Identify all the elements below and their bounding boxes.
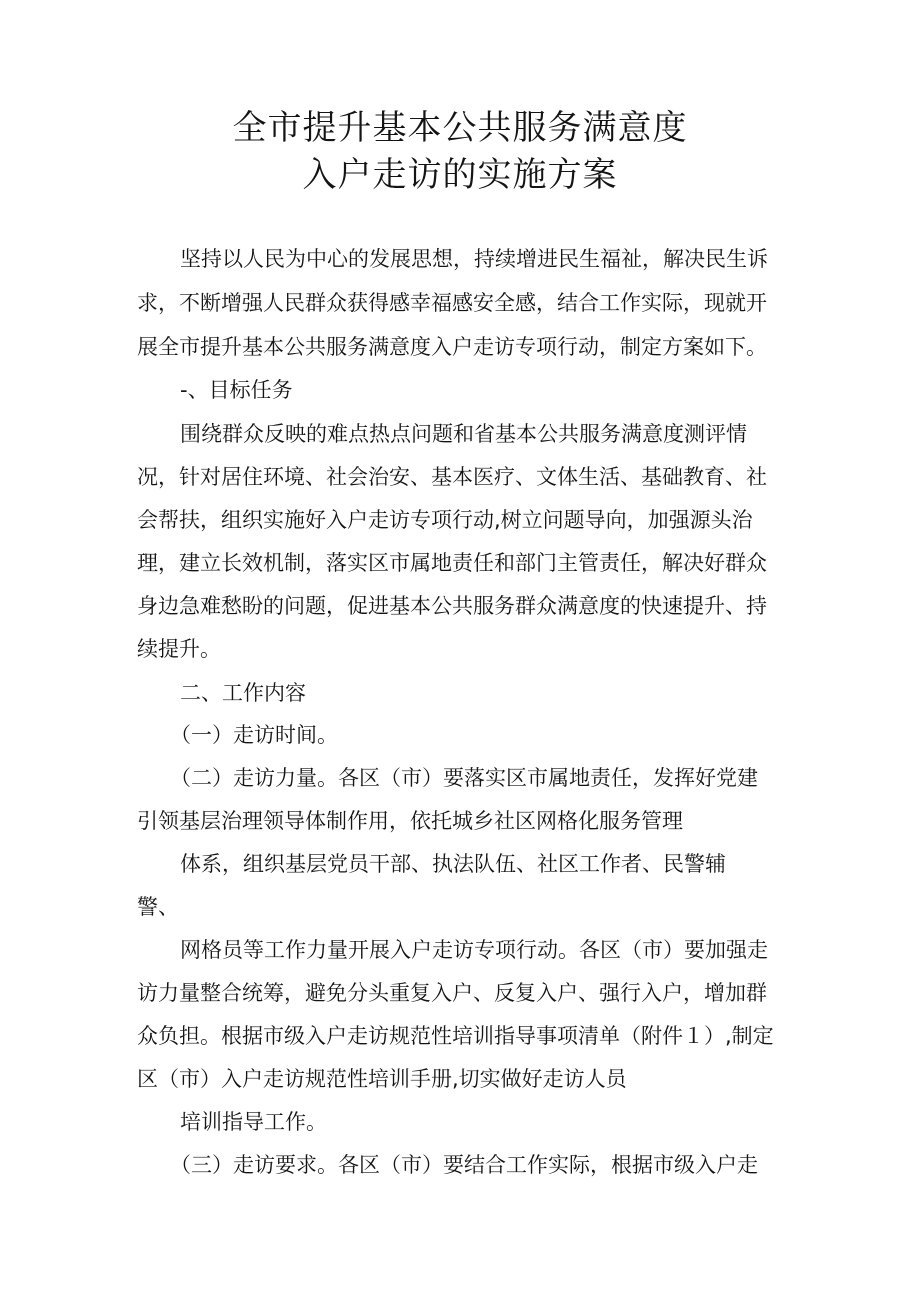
body-line: 会帮扶，组织实施好入户走访专项行动,树立问题导向，加强源头治 bbox=[137, 508, 753, 532]
body-line: 求，不断增强人民群众获得感幸福感安全感，结合工作实际，现就开 bbox=[137, 291, 767, 315]
body-line: 访力量整合统筹，避免分头重复入户、反复入户、强行入户，增加群 bbox=[137, 981, 767, 1005]
body-line: 身边急难愁盼的问题，促进基本公共服务群众满意度的快速提升、持 bbox=[137, 594, 767, 618]
body-line: 况，针对居住环境、社会治安、基本医疗、文体生活、基础教育、社 bbox=[137, 465, 767, 489]
body-line: 培训指导工作。 bbox=[180, 1110, 327, 1134]
section-heading-2: 二、工作内容 bbox=[180, 681, 306, 705]
subsection-2: （二）走访力量。各区（市）要落实区市属地责任，发挥好党建 bbox=[170, 766, 758, 790]
body-line: 众负担。根据市级入户走访规范性培训指导事项清单（附件１）,制定 bbox=[137, 1024, 774, 1048]
body-line: 网格员等工作力量开展入户走访专项行动。各区（市）要加强走 bbox=[180, 938, 768, 962]
section-heading-1: -、目标任务 bbox=[180, 378, 293, 402]
body-line: 引领基层治理领导体制作用，依托城乡社区网格化服务管理 bbox=[137, 809, 683, 833]
document-title-line-2: 入户走访的实施方案 bbox=[302, 155, 618, 195]
body-line: 展全市提升基本公共服务满意度入户走访专项行动，制定方案如下。 bbox=[137, 335, 767, 359]
body-line: 理，建立长效机制，落实区市属地责任和部门主管责任，解决好群众 bbox=[137, 551, 767, 575]
body-line: 警、 bbox=[137, 895, 179, 919]
body-line: 区（市）入户走访规范性培训手册,切实做好走访人员 bbox=[137, 1067, 627, 1091]
body-line: 围绕群众反映的难点热点问题和省基本公共服务满意度测评情 bbox=[180, 422, 747, 446]
subsection-3: （三）走访要求。各区（市）要结合工作实际，根据市级入户走 bbox=[170, 1153, 758, 1177]
subsection-1: （一）走访时间。 bbox=[170, 723, 338, 747]
body-line: 体系，组织基层党员干部、执法队伍、社区工作者、民警辅 bbox=[180, 852, 726, 876]
body-line: 续提升。 bbox=[137, 637, 221, 661]
body-line: 坚持以人民为中心的发展思想，持续增进民生福祉，解决民生诉 bbox=[180, 247, 768, 271]
document-title-line-1: 全市提升基本公共服务满意度 bbox=[232, 108, 688, 148]
